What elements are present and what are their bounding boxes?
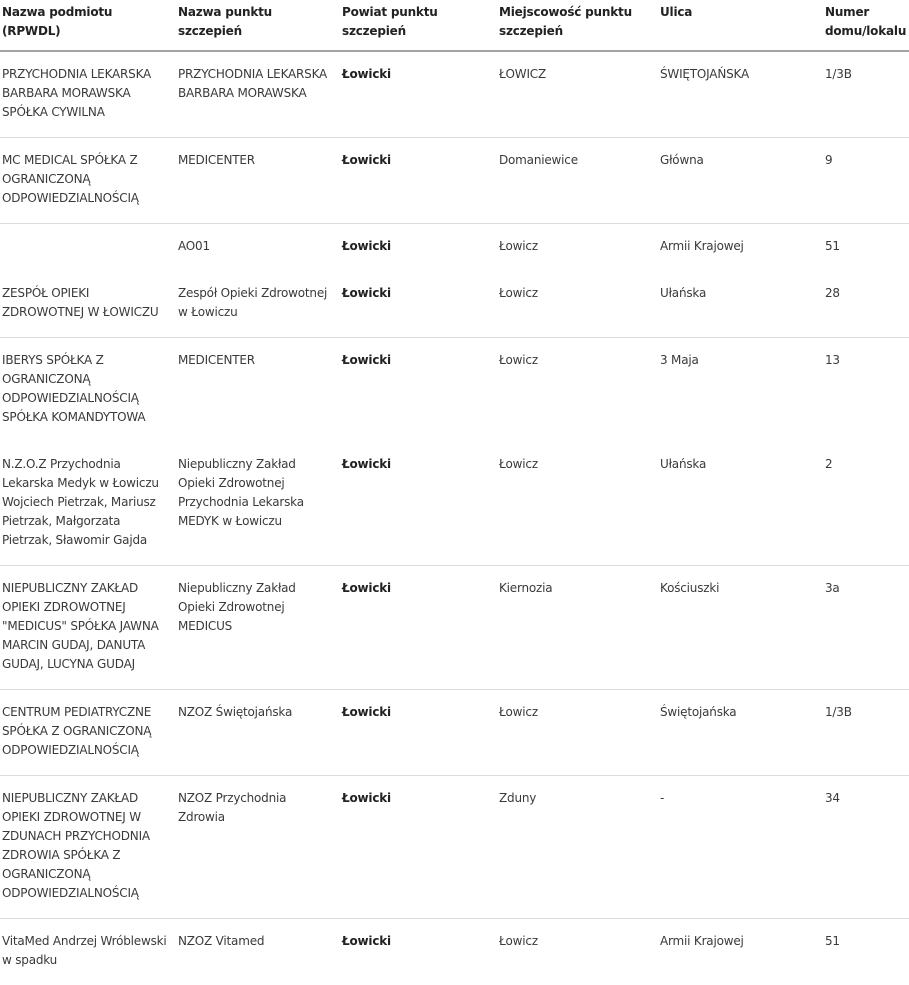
cell-house-number: 9 bbox=[822, 138, 909, 224]
cell-street: 3 Maja bbox=[657, 338, 822, 443]
cell-street: Armii Krajowej bbox=[657, 224, 822, 272]
cell-entity-name: CENTRUM PEDIATRYCZNE SPÓŁKA Z OGRANICZONĄ ODPOWIEDZIALNOŚCIĄ bbox=[0, 690, 175, 776]
table-row bbox=[0, 338, 909, 443]
cell-street: Główna bbox=[657, 138, 822, 224]
cell-locality: Domaniewice bbox=[496, 138, 657, 224]
cell-locality: Łowicz bbox=[496, 338, 657, 443]
cell-point-name: PRZYCHODNIA LEKARSKA BARBARA MORAWSKA bbox=[175, 51, 339, 138]
cell-point-name: Niepubliczny Zakład Opieki Zdrowotnej MEDICUS bbox=[175, 566, 339, 690]
header-street[interactable]: Ulica bbox=[657, 0, 822, 51]
cell-locality: Łowicz bbox=[496, 224, 657, 272]
cell-street: ŚWIĘTOJAŃSKA bbox=[657, 51, 822, 138]
header-house-number[interactable]: Numer domu/lokalu bbox=[822, 0, 909, 51]
cell-point-name: MEDICENTER bbox=[175, 138, 339, 224]
cell-point-name: NZOZ Vitamed bbox=[175, 919, 339, 985]
cell-locality: Zduny bbox=[496, 776, 657, 919]
table-row bbox=[0, 690, 909, 776]
header-locality[interactable]: Miejscowość punktu szczepień bbox=[496, 0, 657, 51]
cell-street: Ułańska bbox=[657, 442, 822, 566]
cell-house-number: 2 bbox=[822, 442, 909, 566]
cell-point-name: Niepubliczny Zakład Opieki Zdrowotnej Przychodnia Lekarska MEDYK w Łowiczu bbox=[175, 442, 339, 566]
cell-street: Kościuszki bbox=[657, 566, 822, 690]
cell-point-name: NZOZ Przychodnia Zdrowia bbox=[175, 776, 339, 919]
table-row bbox=[0, 776, 909, 919]
cell-county: Łowicki bbox=[339, 224, 496, 272]
cell-entity-name: MC MEDICAL SPÓŁKA Z OGRANICZONĄ ODPOWIEDZIALNOŚCIĄ bbox=[0, 138, 175, 224]
cell-entity-name: VitaMed Andrzej Wróblewski w spadku bbox=[0, 919, 175, 985]
header-entity-name[interactable]: Nazwa podmiotu (RPWDL) bbox=[0, 0, 175, 51]
cell-county: Łowicki bbox=[339, 690, 496, 776]
table-row bbox=[0, 566, 909, 690]
cell-locality: ŁOWICZ bbox=[496, 51, 657, 138]
cell-street: Armii Krajowej bbox=[657, 919, 822, 985]
cell-house-number: 34 bbox=[822, 776, 909, 919]
cell-entity-name: PRZYCHODNIA LEKARSKA BARBARA MORAWSKA SPÓŁKA CYWILNA bbox=[0, 51, 175, 138]
cell-county: Łowicki bbox=[339, 776, 496, 919]
table-row bbox=[0, 442, 909, 566]
cell-street: Świętojańska bbox=[657, 690, 822, 776]
cell-entity-name: NIEPUBLICZNY ZAKŁAD OPIEKI ZDROWOTNEJ "MEDICUS" SPÓŁKA JAWNA MARCIN GUDAJ, DANUTA GUDAJ, LUCYNA GUDAJ bbox=[0, 566, 175, 690]
cell-locality: Łowicz bbox=[496, 442, 657, 566]
cell-street: - bbox=[657, 776, 822, 919]
cell-locality: Łowicz bbox=[496, 271, 657, 338]
cell-county: Łowicki bbox=[339, 138, 496, 224]
table-row bbox=[0, 919, 909, 985]
cell-entity-name: N.Z.O.Z Przychodnia Lekarska Medyk w Łowiczu Wojciech Pietrzak, Mariusz Pietrzak, Małgorzata Pietrzak, Sławomir Gajda bbox=[0, 442, 175, 566]
cell-point-name: AO01 bbox=[175, 224, 339, 272]
table-row bbox=[0, 51, 909, 138]
cell-locality: Łowicz bbox=[496, 919, 657, 985]
cell-house-number: 51 bbox=[822, 919, 909, 985]
cell-entity-name: IBERYS SPÓŁKA Z OGRANICZONĄ ODPOWIEDZIALNOŚCIĄ SPÓŁKA KOMANDYTOWA bbox=[0, 338, 175, 443]
table-row bbox=[0, 224, 909, 272]
table-row bbox=[0, 138, 909, 224]
cell-entity-name: NIEPUBLICZNY ZAKŁAD OPIEKI ZDROWOTNEJ W ZDUNACH PRZYCHODNIA ZDROWIA SPÓŁKA Z OGRANICZONĄ ODPOWIEDZIALNOŚCIĄ bbox=[0, 776, 175, 919]
cell-county: Łowicki bbox=[339, 919, 496, 985]
cell-county: Łowicki bbox=[339, 566, 496, 690]
cell-county: Łowicki bbox=[339, 442, 496, 566]
cell-street: Ułańska bbox=[657, 271, 822, 338]
cell-house-number: 1/3B bbox=[822, 51, 909, 138]
cell-point-name: NZOZ Świętojańska bbox=[175, 690, 339, 776]
cell-entity-name bbox=[0, 224, 175, 272]
cell-county: Łowicki bbox=[339, 271, 496, 338]
cell-house-number: 3a bbox=[822, 566, 909, 690]
cell-house-number: 51 bbox=[822, 224, 909, 272]
cell-point-name: MEDICENTER bbox=[175, 338, 339, 443]
cell-locality: Kiernozia bbox=[496, 566, 657, 690]
cell-point-name: Zespół Opieki Zdrowotnej w Łowiczu bbox=[175, 271, 339, 338]
cell-house-number: 13 bbox=[822, 338, 909, 443]
cell-entity-name: ZESPÓŁ OPIEKI ZDROWOTNEJ W ŁOWICZU bbox=[0, 271, 175, 338]
cell-house-number: 28 bbox=[822, 271, 909, 338]
cell-county: Łowicki bbox=[339, 338, 496, 443]
header-county[interactable]: Powiat punktu szczepień bbox=[339, 0, 496, 51]
cell-house-number: 1/3B bbox=[822, 690, 909, 776]
header-point-name[interactable]: Nazwa punktu szczepień bbox=[175, 0, 339, 51]
cell-county: Łowicki bbox=[339, 51, 496, 138]
table-row bbox=[0, 271, 909, 338]
cell-locality: Łowicz bbox=[496, 690, 657, 776]
table-header-row bbox=[0, 0, 909, 51]
